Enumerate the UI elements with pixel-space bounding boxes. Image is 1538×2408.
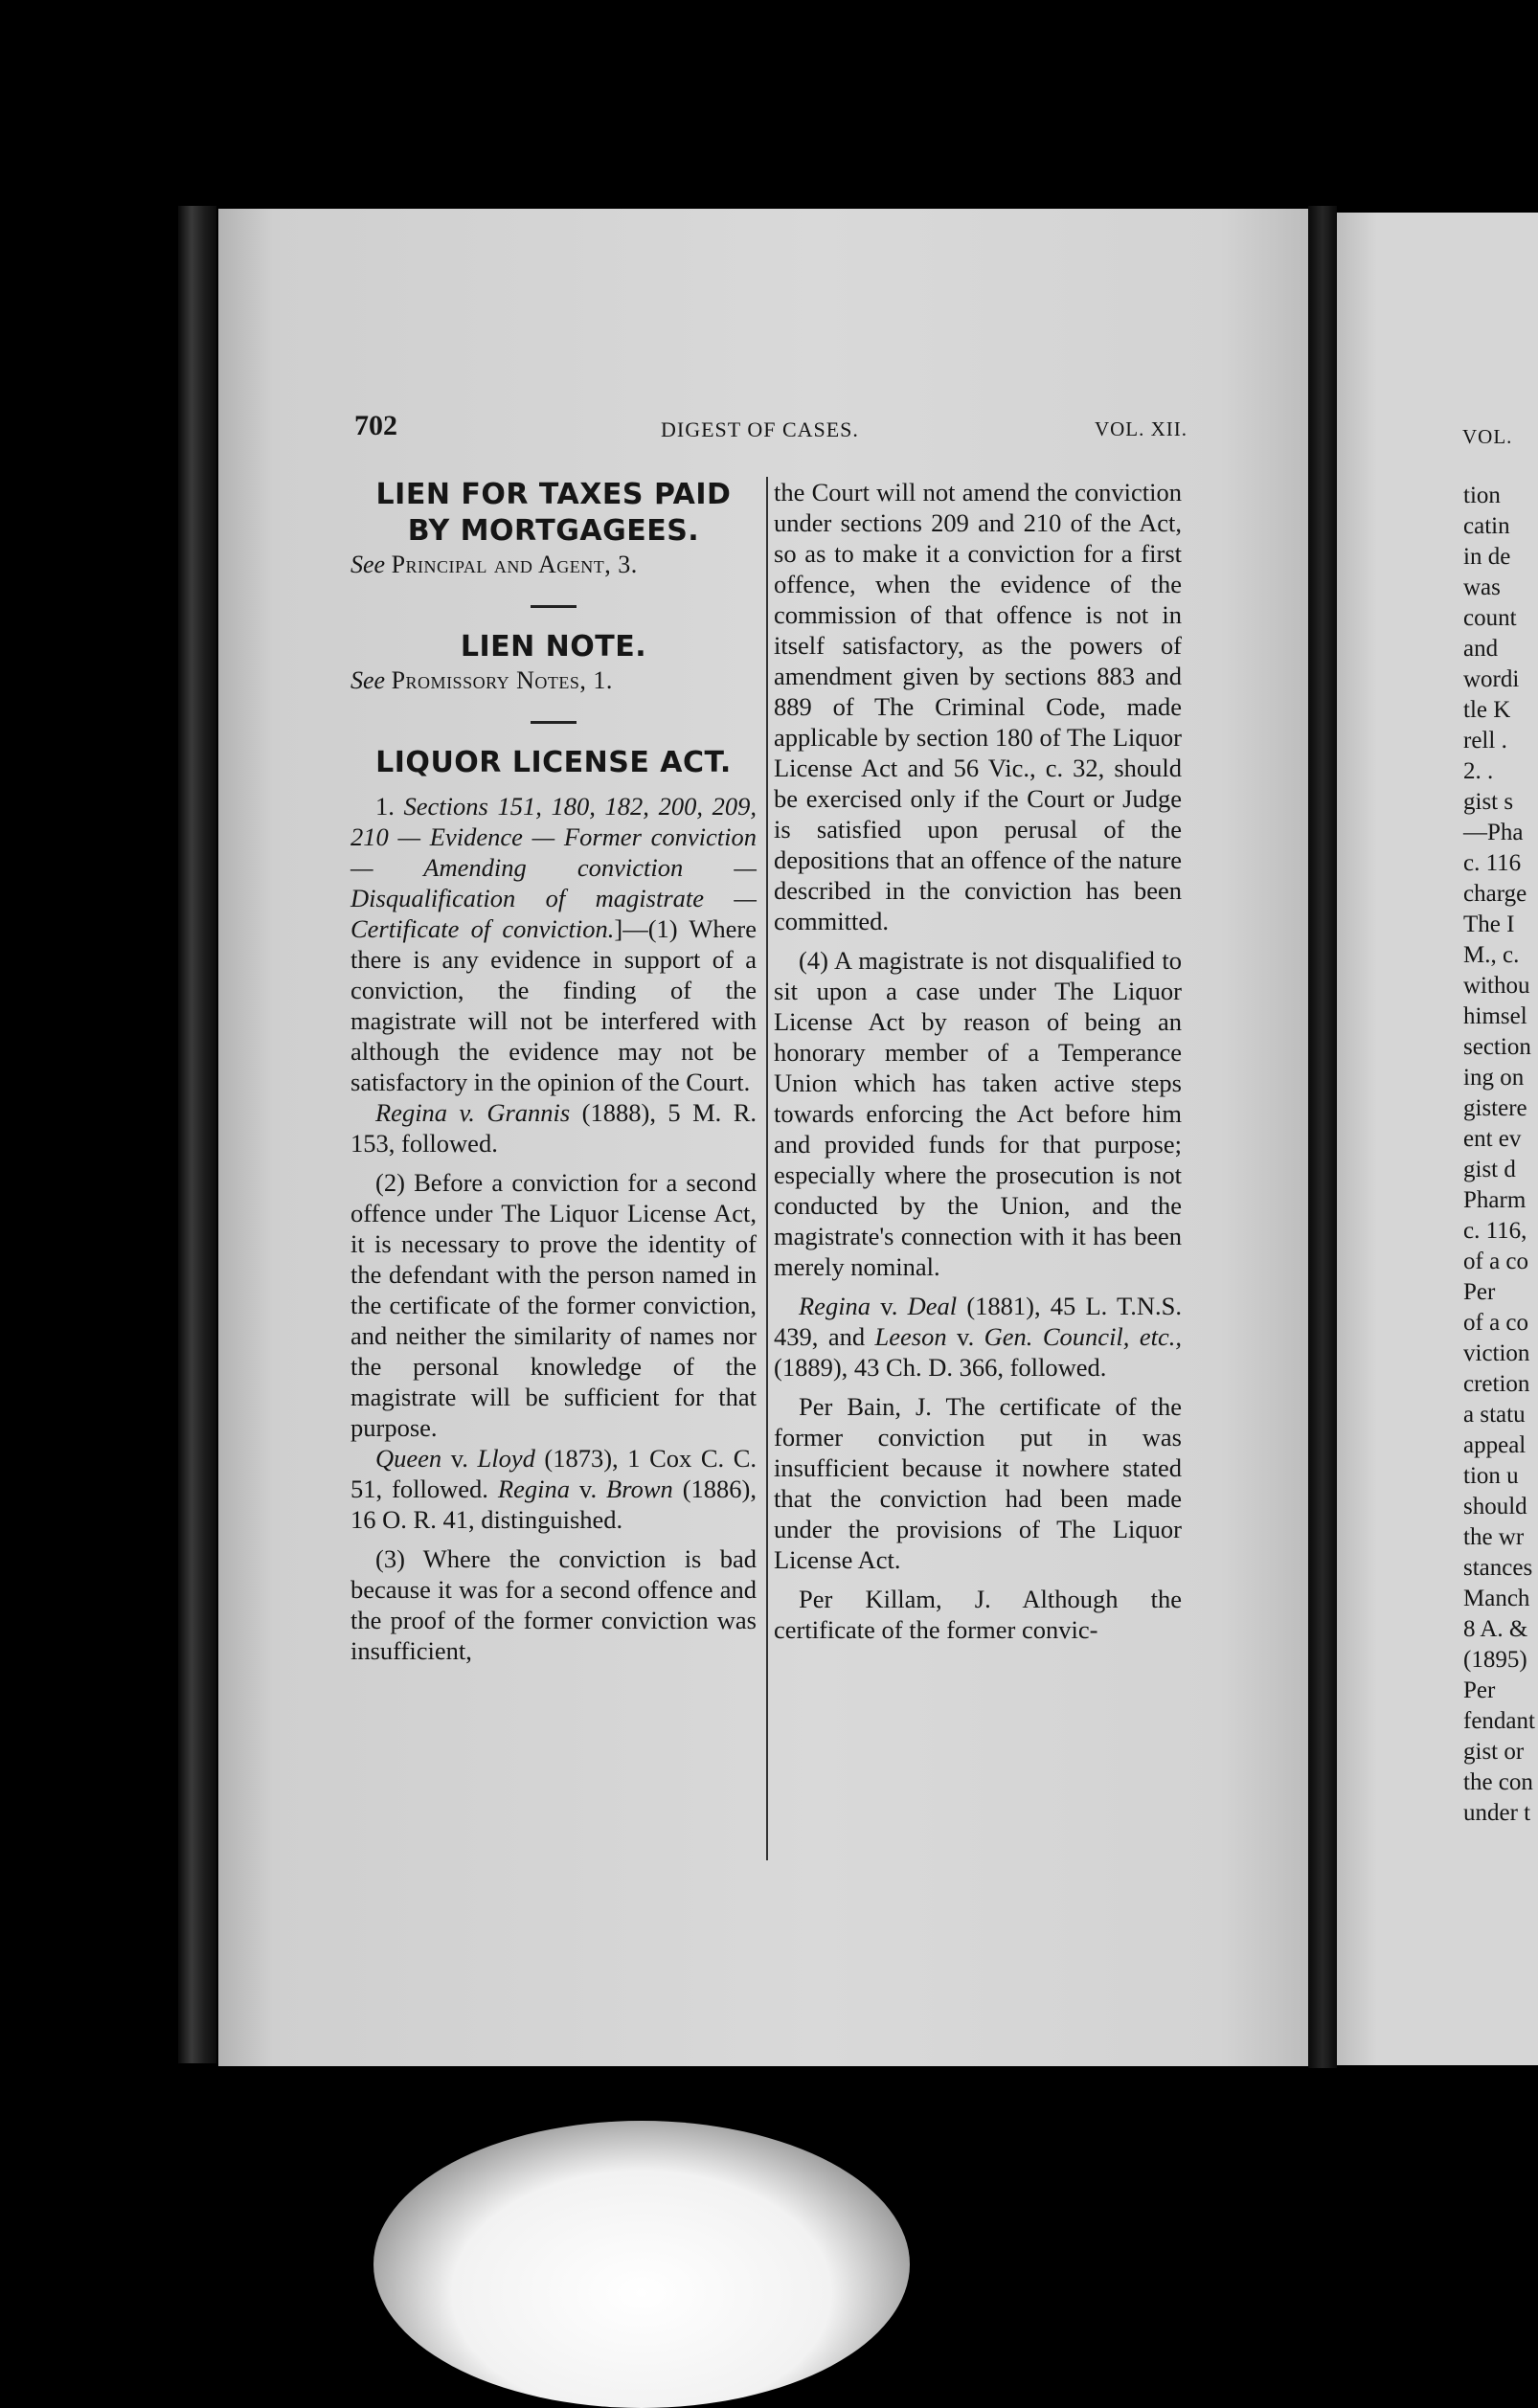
see-target: Principal and Agent, 3. [391,551,638,578]
facing-page-line: of a co [1463,1310,1529,1336]
page-number: 702 [354,410,397,441]
case-name: Queen [375,1444,442,1473]
heading-lien-note: LIEN NOTE. [460,630,647,664]
citation-text: v. [441,1444,478,1473]
facing-page-line: section [1463,1034,1531,1060]
citation-text: v. [946,1322,984,1351]
facing-page-line: gist or [1463,1739,1525,1765]
case-name: Regina v. Grannis [375,1098,571,1127]
case-name: Gen. Council, etc., [984,1322,1182,1351]
citation-text: v. [871,1292,908,1320]
see-reference-2 [351,665,757,696]
paragraph-4: (4) A magistrate is not disqualified to sit upon a case under The Liquor License Act by reason of being an honorary member of a Temperance Union which has taken active steps towards enforcing the Act before him and provided funds for that purpose; especially where the prosecution is not conducted by the Union, and the magistrate's connection with it has been merely nominal. [774,946,1182,1281]
facing-page-line: 2. . [1463,758,1494,784]
facing-page-line: gist s [1463,789,1514,815]
facing-page-line: c. 116, [1463,1218,1527,1244]
see-word: See [351,666,386,694]
citation-4 [774,1291,1182,1383]
citation-text: (1888), 5 M. R. 153, followed. [351,1098,757,1158]
case-name: Lloyd [477,1444,535,1473]
page-header [354,410,1187,448]
facing-page-line: rell . [1463,728,1507,754]
section-divider [531,605,577,608]
facing-page-line: gist d [1463,1157,1516,1182]
facing-page-line: under t [1463,1800,1531,1826]
paragraph-3-continued: the Court will not amend the conviction under sections 209 and 210 of the Act, so as to make it a conviction for a first offence, when the evidence of the commission of that offence is not in itself satisfactory, as the powers of amendment given by sections 883 and 889 of The Criminal Code, made applicable by section 180 of The Liquor License Act and 56 Vic., c. 32, should be exercised only if the Court or Judge is satisfied upon perusal of the depositions that an offence of the nature described in the conviction has been committed. [774,478,1182,935]
facing-page-line: tle K [1463,697,1511,723]
facing-page-line: Per [1463,1677,1496,1703]
facing-page-line: (1895) [1463,1647,1527,1673]
facing-page-line: cretion [1463,1371,1530,1397]
scanner-glare [373,2121,910,2408]
paragraph-2: (2) Before a conviction for a second offence under The Liquor License Act, it is necessary to prove the identity of the defendant with the person named in the certificate of the former conviction, and neither the similarity of names nor the personal knowledge of the magistrate will be sufficient for that purpose. [351,1168,757,1442]
right-column [774,477,1182,1645]
see-reference-1 [351,550,757,580]
catchwords: Sections 151, 180, 182, 200, 209, 210 — Evidence — Former conviction — Amending conviction — Disqualification of magistrate — Certificate of conviction. [351,792,757,943]
citation-1 [351,1097,757,1159]
facing-page-line: appeal [1463,1432,1527,1458]
citation-text: v. [569,1474,607,1503]
facing-page-line: Pharm [1463,1187,1527,1213]
facing-page-line: a statu [1463,1402,1526,1428]
facing-page-line: himsel [1463,1003,1527,1029]
facing-page-line: 8 A. & [1463,1616,1528,1642]
facing-page-line: c. 116 [1463,850,1522,876]
citation-text: (1881), 45 L. T.N.S. 439, and [774,1292,1182,1351]
facing-page-line: stances [1463,1555,1533,1581]
facing-page-line: charge [1463,881,1527,907]
citation-text: (1873), 1 Cox C. C. 51, followed. [351,1444,757,1503]
facing-page-line: ing on [1463,1065,1525,1091]
facing-page-line: of a co [1463,1249,1529,1274]
facing-page-line: was [1463,574,1501,600]
facing-page-line: wordi [1463,666,1520,692]
case-name: Deal [907,1292,958,1320]
section-divider [531,721,577,724]
facing-page-line: viction [1463,1340,1530,1366]
page-gutter [1308,206,1337,2068]
facing-page-header: VOL. [1462,425,1513,448]
facing-page-line: tion [1463,483,1501,508]
citation-2 [351,1443,757,1535]
citation-text: (1886), 16 O. R. 41, distinguished. [351,1474,757,1534]
case-name: Brown [606,1474,673,1503]
facing-page-line: gistere [1463,1095,1527,1121]
facing-page-line: ent ev [1463,1126,1522,1152]
book-binding-shadow [178,206,216,2063]
facing-page-line: Per [1463,1279,1496,1305]
facing-page-line: fendant [1463,1708,1535,1734]
entry-number: 1. [375,792,395,821]
paragraph-5: Per Bain, J. The certificate of the former conviction put in was insufficient because it nowhere stated that the conviction had been made under the provisions of The Liquor License Act. [774,1392,1182,1574]
facing-page-line: The I [1463,911,1515,937]
left-column [351,477,757,1666]
case-name: Regina [497,1474,570,1503]
facing-page-line: in de [1463,544,1511,570]
running-title: DIGEST OF CASES. [661,417,859,441]
heading-lien-for-taxes: LIEN FOR TAXES PAID BY MORTGAGEES. [375,478,732,548]
paragraph-1 [351,791,757,1097]
facing-page-line: the con [1463,1769,1533,1795]
facing-page-line: and [1463,636,1499,662]
facing-page-text [1463,481,1535,1829]
facing-page-line: the wr [1463,1524,1525,1550]
facing-page-line: count [1463,605,1517,631]
facing-page-line: withou [1463,973,1530,999]
paragraph-6: Per Killam, J. Although the certificate of the former convic- [774,1585,1182,1644]
heading-liquor-license-act: LIQUOR LICENSE ACT. [375,746,732,779]
column-rule [766,477,768,1860]
facing-page-line: Manch [1463,1586,1530,1611]
citation-text: (1889), 43 Ch. D. 366, followed. [774,1353,1107,1382]
facing-page-line: —Pha [1463,820,1524,845]
case-name: Regina [799,1292,871,1320]
paragraph-text: ]—(1) Where there is any evidence in support of a conviction, the finding of the magistrate will not be interfered with although the evidence may not be satisfactory in the opinion of the Court. [351,914,757,1096]
facing-page-line: should [1463,1494,1527,1519]
case-name: Leeson [874,1322,947,1351]
paragraph-3: (3) Where the conviction is bad because it was for a second offence and the proof of the former conviction was insufficient, [351,1544,757,1665]
see-target: Promissory Notes, 1. [391,666,613,694]
volume-label: VOL. XII. [1094,417,1187,440]
see-word: See [351,551,386,578]
facing-page-line: tion u [1463,1463,1519,1489]
facing-page-line: M., c. [1463,942,1520,968]
facing-page-line: catin [1463,513,1510,539]
